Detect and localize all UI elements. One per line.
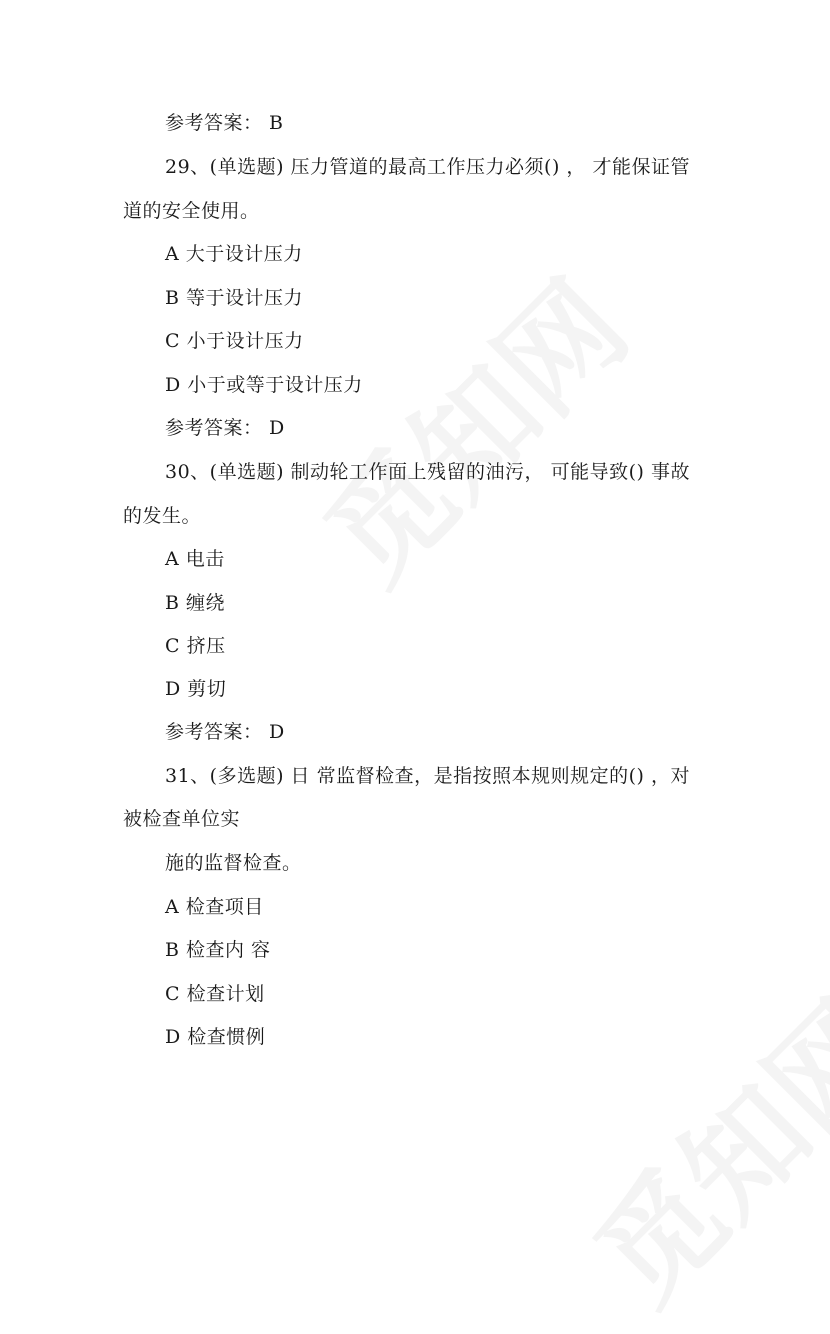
option-29-d: D 小于或等于设计压力 bbox=[165, 374, 363, 396]
option-30-a: A 电击 bbox=[165, 548, 225, 570]
question-30-line1: 30、(单选题) 制动轮工作面上残留的油污， 可能导致() 事故 bbox=[165, 461, 690, 483]
question-31-line2: 被检查单位实 bbox=[123, 808, 241, 830]
question-31-line1: 31、(多选题) 日 常监督检查，是指按照本规则规定的() ，对 bbox=[165, 765, 690, 787]
watermark-bottom bbox=[552, 958, 830, 1334]
option-30-b: B 缠绕 bbox=[165, 592, 226, 614]
watermark-top bbox=[282, 238, 658, 614]
option-30-c: C 挤压 bbox=[165, 635, 226, 657]
question-30-line2: 的发生。 bbox=[123, 505, 202, 527]
answer-30: 参考答案： D bbox=[165, 721, 285, 743]
answer-28: 参考答案： B bbox=[165, 112, 284, 134]
question-29-line1: 29、(单选题) 压力管道的最高工作压力必须() ， 才能保证管 bbox=[165, 156, 690, 178]
option-30-d: D 剪切 bbox=[165, 678, 227, 700]
option-29-c: C 小于设计压力 bbox=[165, 330, 304, 352]
question-31-line3: 施的监督检查。 bbox=[165, 852, 302, 874]
option-29-a: A 大于设计压力 bbox=[165, 243, 303, 265]
answer-29: 参考答案： D bbox=[165, 417, 285, 439]
option-31-a: A 检查项目 bbox=[165, 896, 264, 918]
option-31-b: B 检查内 容 bbox=[165, 939, 271, 961]
question-29-line2: 道的安全使用。 bbox=[123, 200, 260, 222]
option-31-c: C 检查计划 bbox=[165, 983, 265, 1005]
option-29-b: B 等于设计压力 bbox=[165, 287, 304, 309]
option-31-d: D 检查惯例 bbox=[165, 1026, 266, 1048]
